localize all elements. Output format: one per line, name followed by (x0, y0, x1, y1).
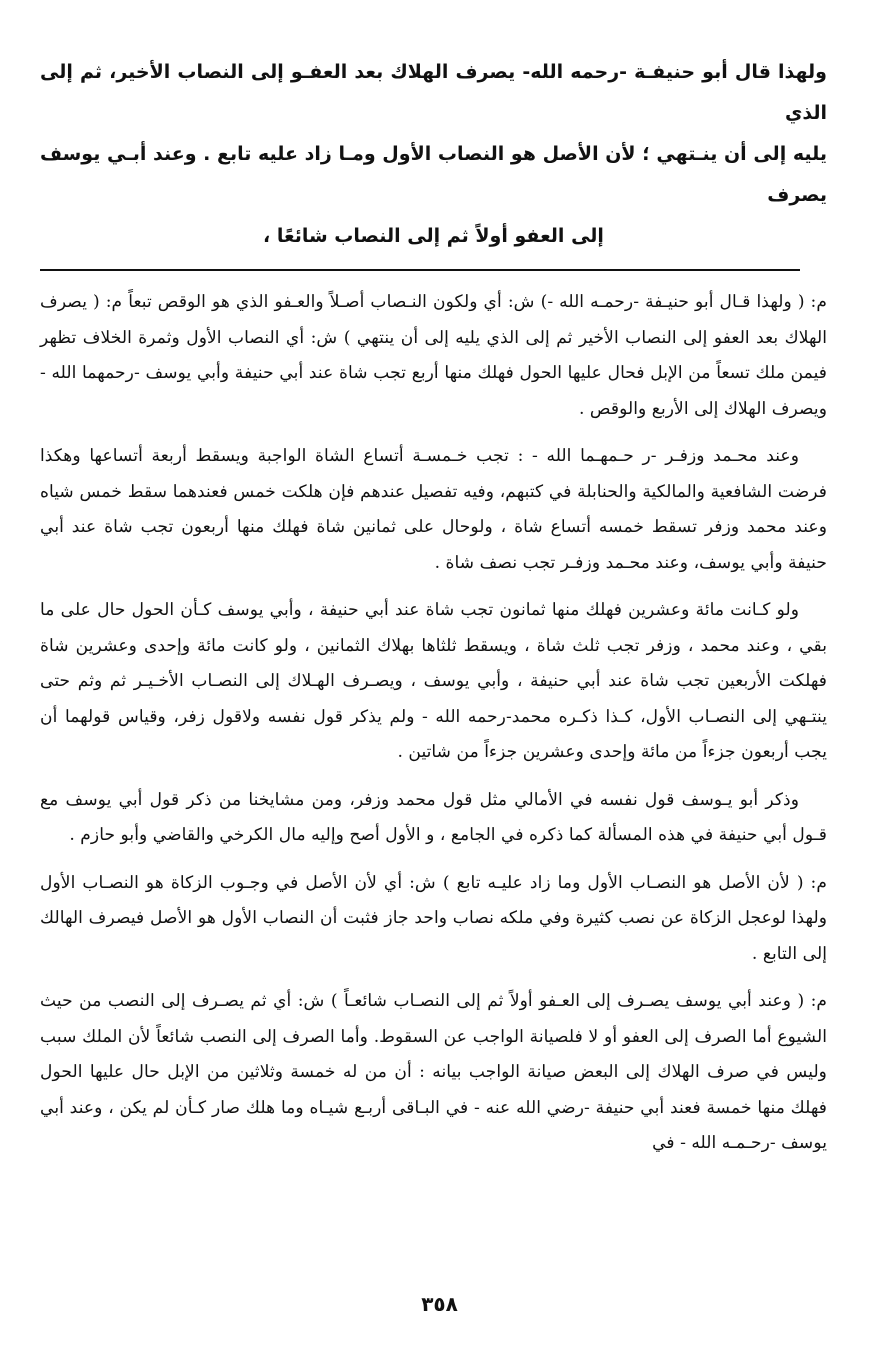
matn-line: ولهذا قال أبو حنيفـة -رحمه الله- يصرف الهلاك بعد العفـو إلى النصاب الأخير، ثم إلى الذي (40, 61, 827, 124)
commentary-text (40, 285, 827, 1162)
commentary-paragraph: م: ( ولهذا قـال أبو حنيـفة -رحمـه الله -) ش: أي ولكون النـصاب أصـلاً والعـفو الذي هو الوقص تبعاً م: ( يصرف الهلاك بعد العفو إلى النصاب الأخير ثم إلى الذي يليه إلى أن ينتهي ) ش: أي النصاب الأول وثمرة الخلاف تظهر فيمن ملك تسعاً من الإبل فحال عليها الحول فهلك منها أربع تجب شاة عند أبي حنيفة وأبي يوسف -رحمهما الله - ويصرف الهلاك إلى الأربع والوقص . (40, 292, 827, 419)
commentary-paragraph: وعند محـمد وزفـر -ر حـمهـما الله - : تجب خـمسـة أتساع الشاة الواجبة ويسقط أربعة أتساعها وهكذا فرضت الشافعية والمالكية والحنابلة في كتبهم، وفيه تفصيل عندهم فإن هلكت خمس فعندهما سقط خمس شياه وعند محمد وزفر تسقط خمسه أتساع شاة ، ولوحال على ثمانين شاة فهلك منها أربعون تجب شاة عند أبي حنيفة وأبي يوسف، وعند محـمد وزفـر تجب نصف شاة . (40, 446, 827, 573)
matn-line: يليه إلى أن ينـتهي ؛ لأن الأصل هو النصاب الأول ومـا زاد عليه تابع . وعند أبـي يوسف يصرف (40, 143, 827, 206)
commentary-paragraph: م: ( لأن الأصل هو النصـاب الأول وما زاد عليـه تابع ) ش: أي لأن الأصل في وجـوب الزكاة هو النصـاب الأول ولهذا لوعجل الزكاة عن نصب كثيرة وفي ملكه نصاب واحد جاز فثبت أن النصاب الأول هو الأصل فيصرف الهالك إلى التابع . (40, 872, 827, 964)
commentary-paragraph: وذكر أبو يـوسف قول نفسه في الأمالي مثل قول محمد وزفر، ومن مشايخنا من ذكر قول أبي يوسف مع قـول أبي حنيفة في هذه المسألة كما ذكره في الجامع ، و الأول أصح وإليه مال الكرخي والقاضي وأبو حازم . (40, 789, 827, 845)
commentary-paragraph: م: ( وعند أبي يوسف يصـرف إلى العـفو أولاً ثم إلى النصـاب شائعـاً ) ش: أي ثم يصـرف إلى النصب من حيث الشيوع أما الصرف إلى العفو أو لا فلصيانة الواجب عن السقوط. وأما الصرف إلى النصب شائعاً لأن الملك سبب وليس في صرف الهلاك إلى البعض صيانة الواجب بيانه : أن من له خمسة وثلاثين من الإبل حال عليها الحول فهلك منها خمسة فعند أبي حنيفة -رضي الله عنه - في البـاقى أربـع شيـاه وما هلك صار كـأن لم يكن ، وعند أبي يوسف -رحـمـه الله - في (40, 991, 827, 1153)
commentary-paragraph: ولو كـانت مائة وعشرين فهلك منها ثمانون تجب شاة عند أبي حنيفة ، وأبي يوسف كـأن الحول حال على ما بقي ، وعند محمد ، وزفر تجب ثلث شاة ، ويسقط ثلثاها بهلاك الثمانين ، ولو كانت مائة وإحدى وعشرين شاة فهلكت الأربعين تجب شاة عند أبي حنيفة ، وأبي يوسف ، ويصـرف الهـلاك إلى النصـاب الأخـيـر ثم وثم حتى ينتـهي إلى النصـاب الأول، كـذا ذكـره محمد-رحمه الله - ولم يذكر قول نفسه ولاقول زفر، وقياس قولهما أن يجب أربعون جزءاً من مائة وإحدى وعشرين جزءاً من شاتين . (40, 600, 827, 762)
section-divider (40, 269, 800, 271)
matn-text (40, 52, 827, 257)
page-number: ٣٥٨ (421, 1292, 458, 1316)
matn-line: إلى العفو أولاً ثم إلى النصاب شائعًا ، (263, 225, 604, 247)
